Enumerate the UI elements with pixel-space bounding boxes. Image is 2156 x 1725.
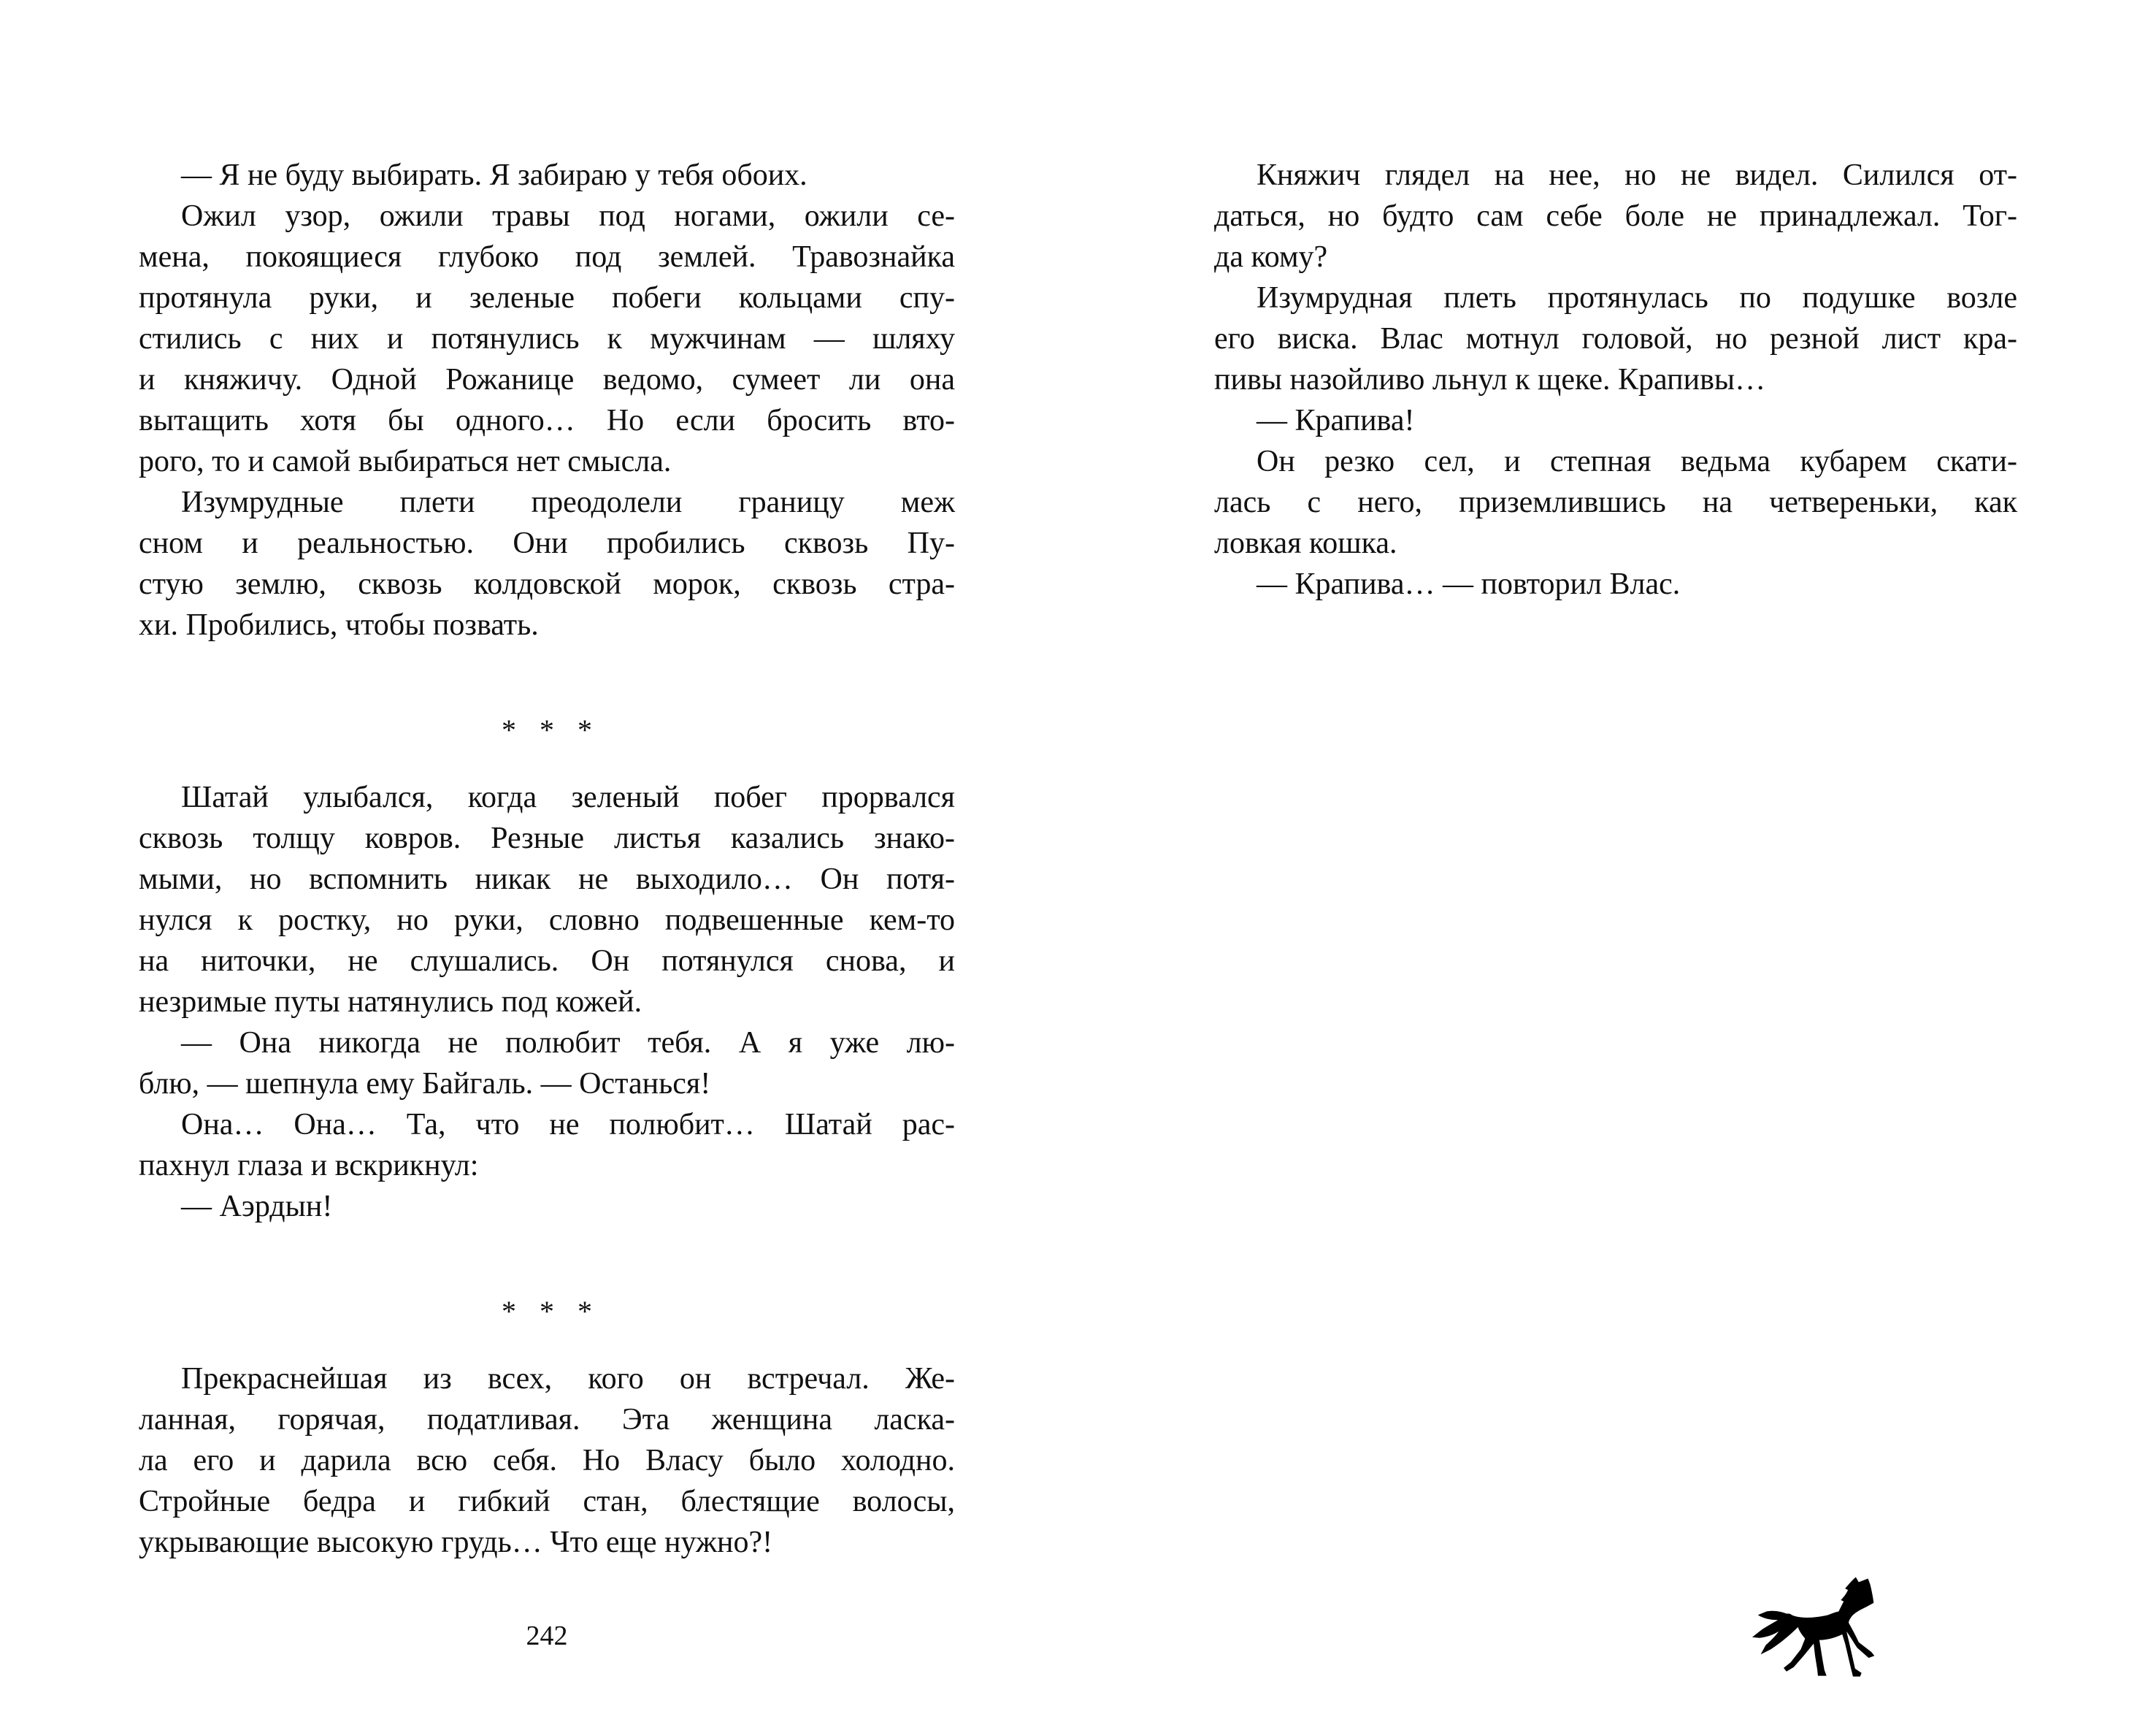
right-page-text-column xyxy=(1214,155,2017,605)
text-line: — Аэрдын! xyxy=(181,1190,333,1223)
text-line: его виска. Влас мотнул головой, но резной лист кра- xyxy=(1214,322,2017,356)
text-line: мыми, но вспомнить никак не выходило… Он потя- xyxy=(139,862,955,896)
text-line: Стройные бедра и гибкий стан, блестящие волосы, xyxy=(139,1485,955,1518)
paragraph xyxy=(139,1186,955,1227)
text-line: Изумрудная плеть протянулась по подушке возле xyxy=(1257,281,2017,315)
text-line: укрывающие высокую грудь… Что еще нужно?! xyxy=(139,1526,773,1559)
text-line: ланная, горячая, податливая. Эта женщина ласка- xyxy=(139,1403,955,1437)
text-line: мена, покоящиеся глубоко под землей. Травознайка xyxy=(139,240,955,274)
text-line: Ожил узор, ожили травы под ногами, ожили се- xyxy=(181,199,955,233)
section-separator: * * * xyxy=(502,714,600,746)
text-line: стились с них и потянулись к мужчинам — шляху xyxy=(139,322,955,356)
text-line: лась с него, приземлившись на четвереньки, как xyxy=(1214,486,2017,519)
text-line: даться, но будто сам себе боле не принадлежал. Тог- xyxy=(1214,199,2017,233)
text-line: Он резко сел, и степная ведьма кубарем скати- xyxy=(1257,445,2017,478)
paragraph xyxy=(139,196,955,482)
text-line: пивы назойливо льнул к щеке. Крапивы… xyxy=(1214,363,1766,397)
paragraph xyxy=(139,1022,955,1104)
text-line: вытащить хотя бы одного… Но если бросить вто- xyxy=(139,404,955,437)
text-line: Прекраснейшая из всех, кого он встречал. Же- xyxy=(181,1362,955,1396)
text-line: — Она никогда не полюбит тебя. А я уже лю- xyxy=(181,1026,955,1060)
text-line: да кому? xyxy=(1214,240,1328,274)
text-line: стую землю, сквозь колдовской морок, сквозь стра- xyxy=(139,567,955,601)
paragraph xyxy=(1214,441,2017,564)
text-line: Шатай улыбался, когда зеленый побег прорвался xyxy=(181,781,955,814)
paragraph xyxy=(1214,400,2017,441)
text-line: ловкая кошка. xyxy=(1214,527,1397,560)
text-line: на ниточки, не слушались. Он потянулся снова, и xyxy=(139,944,955,978)
text-line: Изумрудные плети преодолели границу меж xyxy=(181,486,955,519)
text-line: рого, то и самой выбираться нет смысла. xyxy=(139,445,672,478)
paragraph xyxy=(1214,564,2017,605)
text-line: и княжичу. Одной Рожанице ведомо, сумеет ли она xyxy=(139,363,955,397)
text-line: протянула руки, и зеленые побеги кольцами спу- xyxy=(139,281,955,315)
text-line: блю, — шепнула ему Байгаль. — Останься! xyxy=(139,1067,711,1101)
paragraph xyxy=(139,1358,955,1563)
text-line: сном и реальностью. Они пробились сквозь Пу- xyxy=(139,527,955,560)
text-line: хи. Пробились, чтобы позвать. xyxy=(139,608,539,642)
text-line: Княжич глядел на нее, но не видел. Силился от- xyxy=(1257,158,2017,192)
paragraph xyxy=(1214,278,2017,400)
text-line: Она… Она… Та, что не полюбит… Шатай рас- xyxy=(181,1108,955,1141)
text-line: — Крапива… — повторил Влас. xyxy=(1257,567,1681,601)
left-page-text-column xyxy=(139,155,955,1563)
paragraph xyxy=(1214,155,2017,278)
text-line: сквозь толщу ковров. Резные листья казались знако- xyxy=(139,822,955,855)
section-separator: * * * xyxy=(502,1295,600,1328)
text-line: пахнул глаза и вскрикнул: xyxy=(139,1149,479,1182)
paragraph xyxy=(139,482,955,646)
text-line: нулся к ростку, но руки, словно подвешенные кем-то xyxy=(139,903,955,937)
text-line: незримые путы натянулись под кожей. xyxy=(139,985,642,1019)
text-line: — Крапива! xyxy=(1257,404,1415,437)
paragraph xyxy=(139,155,955,196)
paragraph xyxy=(139,777,955,1022)
text-line: ла его и дарила всю себя. Но Власу было холодно. xyxy=(139,1444,955,1477)
page-number: 242 xyxy=(526,1621,568,1651)
horse-icon xyxy=(1749,1575,1885,1683)
text-line: — Я не буду выбирать. Я забираю у тебя обоих. xyxy=(181,158,807,192)
paragraph xyxy=(139,1104,955,1186)
horse-silhouette-ornament xyxy=(1749,1575,1885,1683)
